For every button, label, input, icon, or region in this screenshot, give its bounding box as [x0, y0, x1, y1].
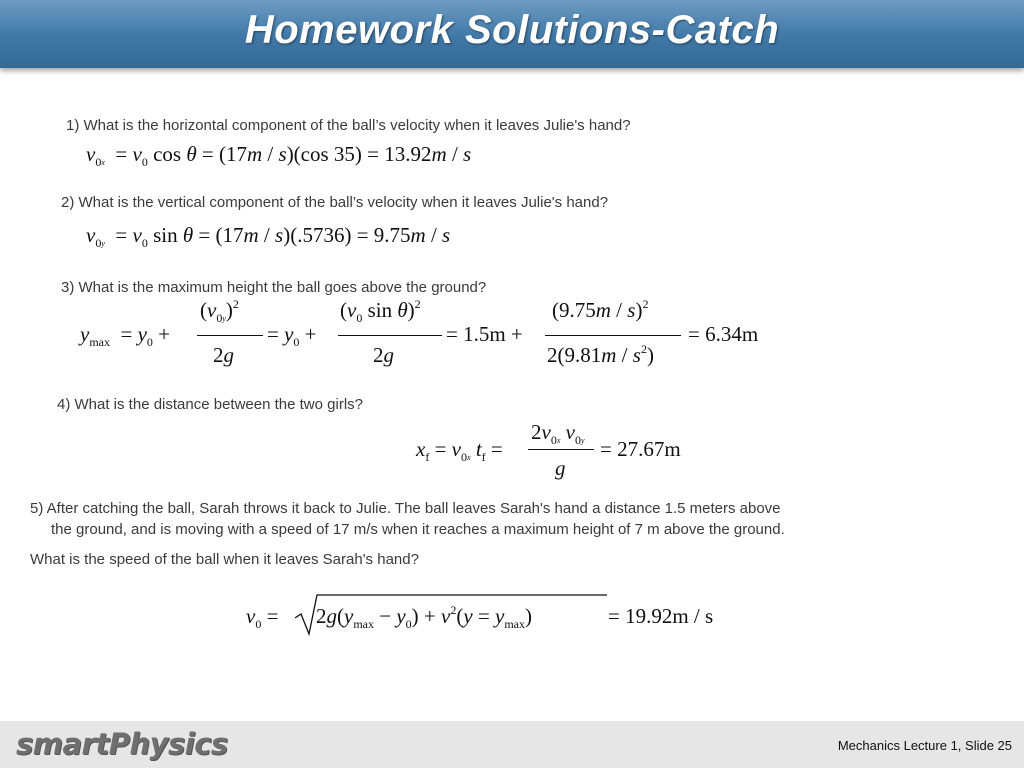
answer-1-equation: $v_0x = v_0$ cos θ = (17m / s)(cos 35) = 13.92m / s [86, 142, 472, 169]
question-5-line-3: What is the speed of the ball when it leaves Sarah's hand? [30, 551, 419, 568]
answer-2-equation: $v_0y = v_0$ sin θ = (17m / s)(.5736) = 9.75m / s [86, 223, 451, 250]
slide-info: Mechanics Lecture 1, Slide 25 [837, 738, 1012, 753]
slide-title: Homework Solutions-Catch [244, 8, 780, 52]
question-3: 3) What is the maximum height the ball goes above the ground? [61, 279, 487, 296]
question-5-line-2: the ground, and is moving with a speed of 17 m/s when it reaches a maximum height of 7 m above the ground. [51, 521, 785, 538]
title-bar [0, 0, 1024, 68]
smartphysics-logo: smartPhysics [16, 727, 228, 761]
question-5-line-1: 5) After catching the ball, Sarah throws it back to Julie. The ball leaves Sarah's hand a distance 1.5 meters above [30, 500, 781, 517]
question-2: 2) What is the vertical component of the ball’s velocity when it leaves Julie's hand? [61, 194, 609, 211]
question-4: 4) What is the distance between the two girls? [57, 396, 363, 413]
footer-bar [0, 721, 1024, 768]
question-1: 1) What is the horizontal component of the ball’s velocity when it leaves Julie's hand? [66, 117, 631, 134]
